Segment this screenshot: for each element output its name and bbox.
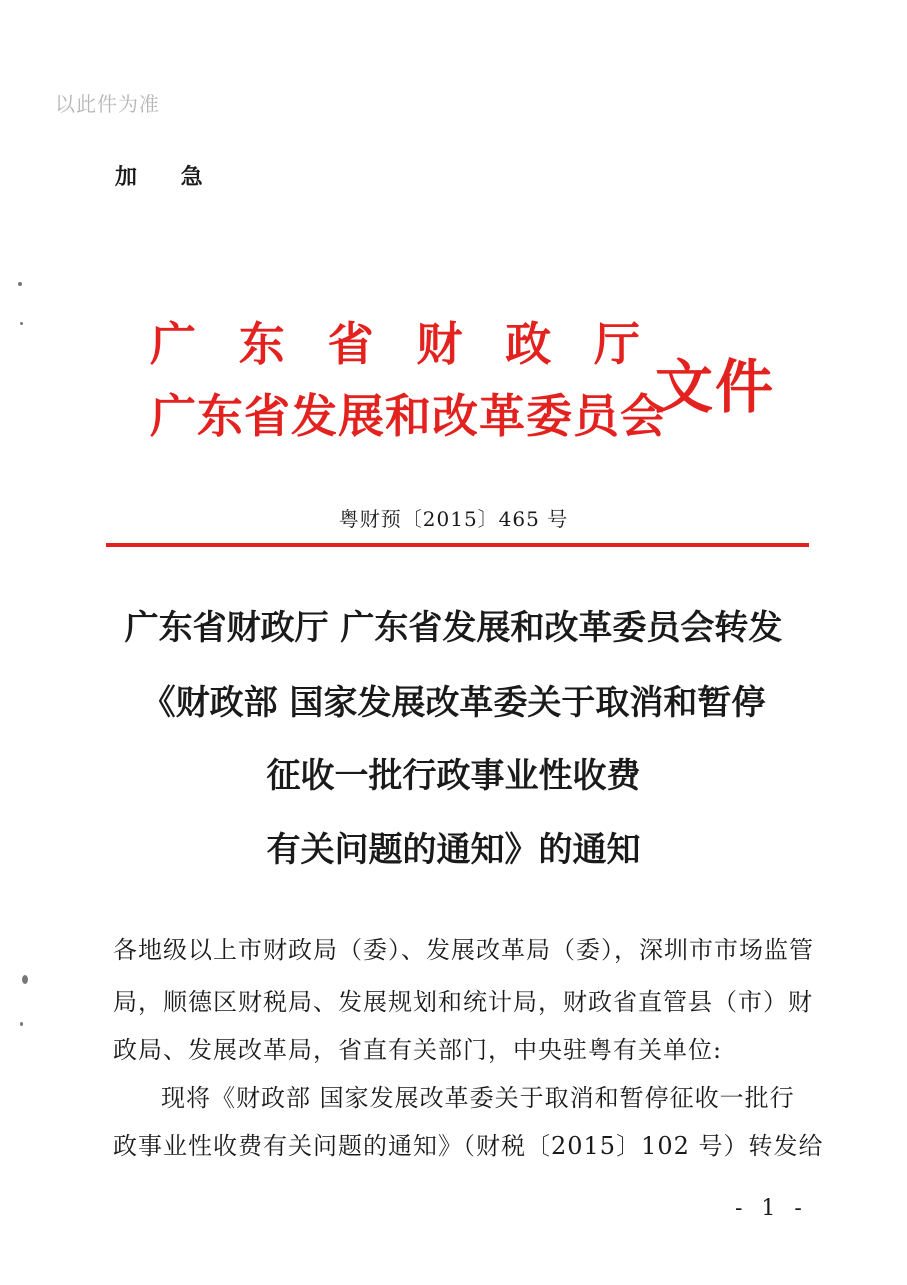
issuer-char: 政 xyxy=(505,317,552,371)
issuer-char: 广 xyxy=(150,317,196,371)
issuer-char: 东 xyxy=(238,317,285,371)
title-line: 有关问题的通知》的通知 xyxy=(266,830,641,870)
body-line: 各地级以上市财政局（委）、发展改革局（委），深圳市市场监管 xyxy=(113,936,814,964)
issuer-line-2: 广东省发展和改革委员会 xyxy=(150,389,667,443)
urgency-label: 加 急 xyxy=(115,165,221,190)
body-line: 政局、发展改革局，省直有关部门，中央驻粤有关单位: xyxy=(113,1036,723,1064)
issuer-char: 财 xyxy=(416,317,463,371)
issuer-line-1 xyxy=(150,308,640,374)
page-number: - 1 - xyxy=(735,1196,808,1221)
scan-speck xyxy=(22,975,28,984)
issuer-char: 省 xyxy=(327,317,374,371)
document-word: 文件 xyxy=(655,353,776,421)
scan-speck xyxy=(18,282,22,286)
scan-speck xyxy=(20,322,23,325)
issuer-char: 厅 xyxy=(593,317,640,371)
body-line: 政事业性收费有关问题的通知》（财税〔2015〕102 号）转发给 xyxy=(113,1132,824,1160)
red-divider xyxy=(106,543,809,547)
body-line: 现将《财政部 国家发展改革委关于取消和暂停征收一批行 xyxy=(161,1084,795,1112)
title-line: 征收一批行政事业性收费 xyxy=(266,756,641,796)
title-line: 《财政部 国家发展改革委关于取消和暂停 xyxy=(141,683,766,723)
scan-speck xyxy=(20,1022,23,1026)
title-line: 广东省财政厅 广东省发展和改革委员会转发 xyxy=(124,608,783,648)
document-number: 粤财预〔2015〕465 号 xyxy=(338,507,569,531)
body-line: 局，顺德区财税局、发展规划和统计局，财政省直管县（市）财 xyxy=(113,988,813,1016)
handwritten-note: 以此件为准 xyxy=(55,92,160,116)
